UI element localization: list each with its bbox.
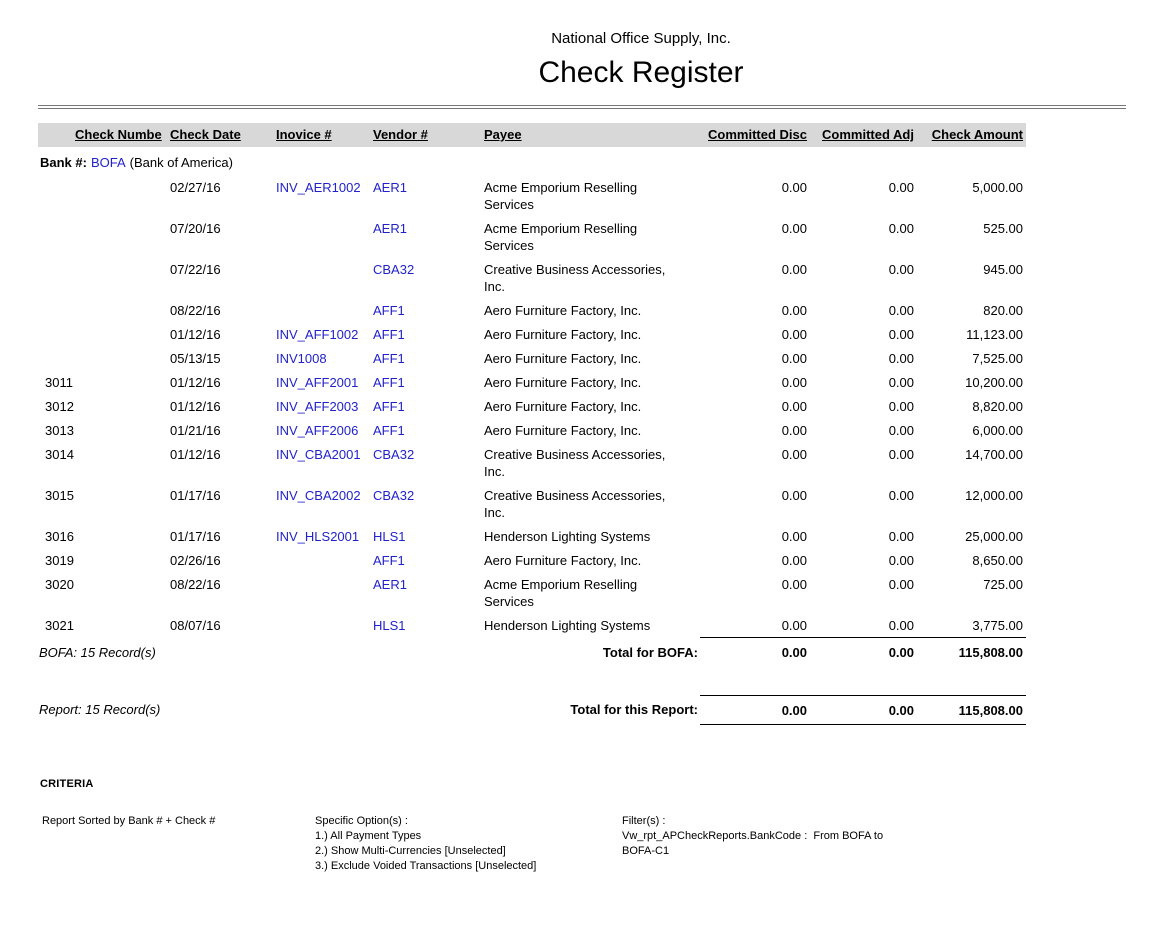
committed-disc-cell: 0.00 (781, 423, 807, 438)
table-header-row (38, 123, 1026, 147)
committed-adj-cell: 0.00 (888, 618, 914, 633)
committed-disc-cell: 0.00 (781, 529, 807, 544)
vendor-link[interactable]: AER1 (373, 180, 407, 195)
report-title: Check Register (538, 56, 744, 89)
report-total-committed-disc: 0.00 (700, 695, 810, 724)
group-total-label: Total for BOFA: (602, 644, 698, 660)
check-register-row (38, 216, 1026, 257)
invoice-link (270, 548, 370, 572)
committed-adj-cell: 0.00 (888, 423, 914, 438)
payee-cell: Creative Business Accessories, Inc. (484, 262, 666, 294)
report-total-label: Total for this Report: (570, 702, 698, 717)
criteria-option-3: 3.) Exclude Voided Transactions [Unselected] (315, 859, 537, 872)
vendor-link[interactable]: CBA32 (373, 488, 415, 503)
invoice-link (270, 216, 370, 257)
committed-disc-cell: 0.00 (781, 327, 807, 342)
committed-adj-cell: 0.00 (888, 262, 914, 277)
check-number-cell (38, 298, 168, 322)
check-amount-cell: 945.00 (983, 262, 1023, 277)
vendor-link[interactable]: AFF1 (373, 423, 405, 438)
vendor-link[interactable]: HLS1 (373, 529, 406, 544)
payee-cell: Aero Furniture Factory, Inc. (484, 553, 642, 568)
payee-cell: Acme Emporium Reselling Services (484, 577, 638, 609)
col-header-check-amount: Check Amount (917, 123, 1026, 147)
check-amount-cell: 25,000.00 (965, 529, 1023, 544)
bank-number-label: Bank #: (40, 155, 87, 170)
vendor-link[interactable]: AFF1 (373, 553, 405, 568)
payee-cell: Acme Emporium Reselling Services (484, 221, 638, 253)
group-total-check-amount: 115,808.00 (917, 638, 1026, 666)
invoice-link[interactable]: INV_AFF2006 (276, 423, 359, 438)
company-name: National Office Supply, Inc. (551, 30, 731, 47)
committed-disc-cell: 0.00 (781, 577, 807, 592)
check-amount-cell: 8,820.00 (972, 399, 1023, 414)
check-date-cell: 01/17/16 (170, 488, 221, 503)
invoice-link[interactable]: INV_AFF2001 (276, 375, 359, 390)
payee-cell: Acme Emporium Reselling Services (484, 180, 638, 212)
check-date-cell: 08/07/16 (170, 618, 221, 633)
check-register-row (38, 257, 1026, 298)
col-header-invoice: Inovice # (270, 123, 370, 147)
check-register-table (38, 123, 1026, 725)
committed-adj-cell: 0.00 (888, 577, 914, 592)
spacer-cell (38, 665, 1026, 695)
check-amount-cell: 12,000.00 (965, 488, 1023, 503)
check-date-cell: 05/13/15 (170, 351, 221, 366)
invoice-link (270, 572, 370, 613)
col-header-vendor: Vendor # (370, 123, 480, 147)
check-date-cell: 02/26/16 (170, 553, 221, 568)
vendor-link[interactable]: AER1 (373, 577, 407, 592)
check-number-cell: 3014 (45, 447, 74, 462)
criteria-filter-text: Vw_rpt_APCheckReports.BankCode : From BOFA to BOFA-C1 (622, 829, 887, 857)
check-date-cell: 01/12/16 (170, 447, 221, 462)
committed-adj-cell: 0.00 (888, 447, 914, 462)
committed-disc-cell: 0.00 (781, 488, 807, 503)
check-date-cell: 01/12/16 (170, 327, 221, 342)
invoice-link (270, 613, 370, 638)
header-divider (38, 105, 1126, 109)
report-record-count: Report: 15 Record(s) (39, 702, 161, 717)
check-date-cell: 08/22/16 (170, 577, 221, 592)
bank-group-row (38, 147, 1026, 175)
check-register-row (38, 418, 1026, 442)
criteria-heading: CRITERIA (40, 777, 94, 790)
criteria-options (315, 814, 536, 874)
check-number-cell: 3021 (45, 618, 74, 633)
vendor-link[interactable]: AFF1 (373, 303, 405, 318)
invoice-link[interactable]: INV_AFF2003 (276, 399, 359, 414)
invoice-link[interactable]: INV_AFF1002 (276, 327, 359, 342)
committed-adj-cell: 0.00 (888, 553, 914, 568)
vendor-link[interactable]: AFF1 (373, 375, 405, 390)
vendor-link[interactable]: AFF1 (373, 351, 405, 366)
group-total-row (38, 638, 1026, 666)
bank-group-cell (38, 147, 1026, 175)
check-amount-cell: 7,525.00 (972, 351, 1023, 366)
criteria-details (40, 814, 1162, 904)
check-register-row (38, 442, 1026, 483)
committed-adj-cell: 0.00 (888, 488, 914, 503)
invoice-link (270, 298, 370, 322)
check-number-cell: 3011 (45, 375, 73, 390)
criteria-filters-label: Filter(s) : (622, 814, 666, 827)
check-amount-cell: 5,000.00 (972, 180, 1023, 195)
committed-disc-cell: 0.00 (781, 618, 807, 633)
vendor-link[interactable]: CBA32 (373, 447, 415, 462)
check-date-cell: 01/17/16 (170, 529, 221, 544)
check-register-row (38, 322, 1026, 346)
criteria-section (40, 777, 1162, 904)
col-header-committed-disc: Committed Disc (700, 123, 810, 147)
report-total-row (38, 695, 1026, 724)
report-header (38, 30, 1162, 91)
payee-cell: Aero Furniture Factory, Inc. (484, 423, 642, 438)
payee-cell: Creative Business Accessories, Inc. (484, 488, 666, 520)
check-register-row (38, 346, 1026, 370)
committed-adj-cell: 0.00 (888, 399, 914, 414)
col-header-committed-adj: Committed Adj (810, 123, 917, 147)
committed-disc-cell: 0.00 (781, 221, 807, 236)
col-header-check-date: Check Date (168, 123, 270, 147)
totals-body (38, 638, 1026, 725)
invoice-link[interactable]: INV_AER1002 (276, 180, 361, 195)
check-number-cell: 3015 (45, 488, 74, 503)
report-page (0, 30, 1162, 926)
vendor-link[interactable]: HLS1 (373, 618, 406, 633)
committed-disc-cell: 0.00 (781, 180, 807, 195)
check-number-cell (38, 175, 168, 216)
criteria-filters (622, 814, 902, 859)
vendor-link[interactable]: AFF1 (373, 399, 405, 414)
check-number-cell: 3016 (45, 529, 74, 544)
committed-adj-cell: 0.00 (888, 529, 914, 544)
check-register-row (38, 548, 1026, 572)
check-amount-cell: 11,123.00 (966, 327, 1023, 342)
committed-disc-cell: 0.00 (781, 447, 807, 462)
check-date-cell: 07/22/16 (170, 262, 221, 277)
vendor-link[interactable]: AFF1 (373, 327, 405, 342)
committed-adj-cell: 0.00 (888, 180, 914, 195)
check-number-cell: 3013 (45, 423, 74, 438)
check-number-cell: 3019 (45, 553, 74, 568)
payee-cell: Henderson Lighting Systems (484, 529, 651, 544)
payee-cell: Aero Furniture Factory, Inc. (484, 399, 642, 414)
committed-adj-cell: 0.00 (888, 221, 914, 236)
check-amount-cell: 3,775.00 (972, 618, 1023, 633)
spacer-row (38, 665, 1026, 695)
payee-cell: Aero Furniture Factory, Inc. (484, 351, 642, 366)
col-header-payee: Payee (480, 123, 700, 147)
committed-disc-cell: 0.00 (781, 399, 807, 414)
invoice-link[interactable]: INV_CBA2002 (276, 488, 361, 503)
group-record-count: BOFA: 15 Record(s) (39, 644, 156, 660)
invoice-link[interactable]: INV_HLS2001 (276, 529, 360, 544)
check-register-row (38, 613, 1026, 638)
check-amount-cell: 14,700.00 (965, 447, 1023, 462)
payee-cell: Henderson Lighting Systems (484, 618, 651, 633)
criteria-option-1: 1.) All Payment Types (315, 829, 422, 842)
rows-body (38, 175, 1026, 638)
invoice-link (270, 257, 370, 298)
committed-adj-cell: 0.00 (888, 327, 914, 342)
criteria-options-label: Specific Option(s) : (315, 814, 408, 827)
check-date-cell: 02/27/16 (170, 180, 221, 195)
check-amount-cell: 8,650.00 (972, 553, 1023, 568)
check-amount-cell: 6,000.00 (972, 423, 1023, 438)
check-number-cell (38, 216, 168, 257)
committed-disc-cell: 0.00 (781, 303, 807, 318)
check-register-row (38, 394, 1026, 418)
bank-name: (Bank of America) (129, 155, 233, 170)
group-header-body (38, 147, 1026, 175)
report-total-check-amount: 115,808.00 (917, 695, 1026, 724)
payee-cell: Aero Furniture Factory, Inc. (484, 303, 642, 318)
committed-adj-cell: 0.00 (888, 303, 914, 318)
committed-disc-cell: 0.00 (781, 375, 807, 390)
check-register-row (38, 298, 1026, 322)
check-date-cell: 01/12/16 (170, 375, 221, 390)
report-total-committed-adj: 0.00 (810, 695, 917, 724)
check-number-cell (38, 346, 168, 370)
check-register-row (38, 370, 1026, 394)
payee-cell: Aero Furniture Factory, Inc. (484, 375, 642, 390)
committed-disc-cell: 0.00 (781, 553, 807, 568)
check-register-row (38, 572, 1026, 613)
check-number-cell: 3012 (45, 399, 74, 414)
group-total-committed-disc: 0.00 (700, 638, 810, 666)
committed-adj-cell: 0.00 (888, 351, 914, 366)
check-date-cell: 08/22/16 (170, 303, 221, 318)
invoice-link[interactable]: INV1008 (276, 351, 327, 366)
table-header (38, 123, 1026, 147)
check-number-cell (38, 322, 168, 346)
committed-adj-cell: 0.00 (888, 375, 914, 390)
check-date-cell: 07/20/16 (170, 221, 221, 236)
committed-disc-cell: 0.00 (781, 351, 807, 366)
check-amount-cell: 525.00 (983, 221, 1023, 236)
bank-code-link[interactable]: BOFA (90, 155, 126, 170)
col-header-check-number: Check Numbe (38, 123, 168, 147)
vendor-link[interactable]: CBA32 (373, 262, 415, 277)
criteria-option-2: 2.) Show Multi-Currencies [Unselected] (315, 844, 506, 857)
check-register-row (38, 175, 1026, 216)
check-register-row (38, 483, 1026, 524)
check-date-cell: 01/12/16 (170, 399, 221, 414)
check-amount-cell: 820.00 (983, 303, 1023, 318)
committed-disc-cell: 0.00 (781, 262, 807, 277)
payee-cell: Creative Business Accessories, Inc. (484, 447, 666, 479)
payee-cell: Aero Furniture Factory, Inc. (484, 327, 642, 342)
check-number-cell (38, 257, 168, 298)
check-amount-cell: 10,200.00 (965, 375, 1023, 390)
group-total-committed-adj: 0.00 (810, 638, 917, 666)
check-amount-cell: 725.00 (983, 577, 1023, 592)
vendor-link[interactable]: AER1 (373, 221, 407, 236)
criteria-sort-text: Report Sorted by Bank # + Check # (42, 814, 216, 827)
check-date-cell: 01/21/16 (170, 423, 221, 438)
check-number-cell: 3020 (45, 577, 74, 592)
invoice-link[interactable]: INV_CBA2001 (276, 447, 361, 462)
check-register-row (38, 524, 1026, 548)
